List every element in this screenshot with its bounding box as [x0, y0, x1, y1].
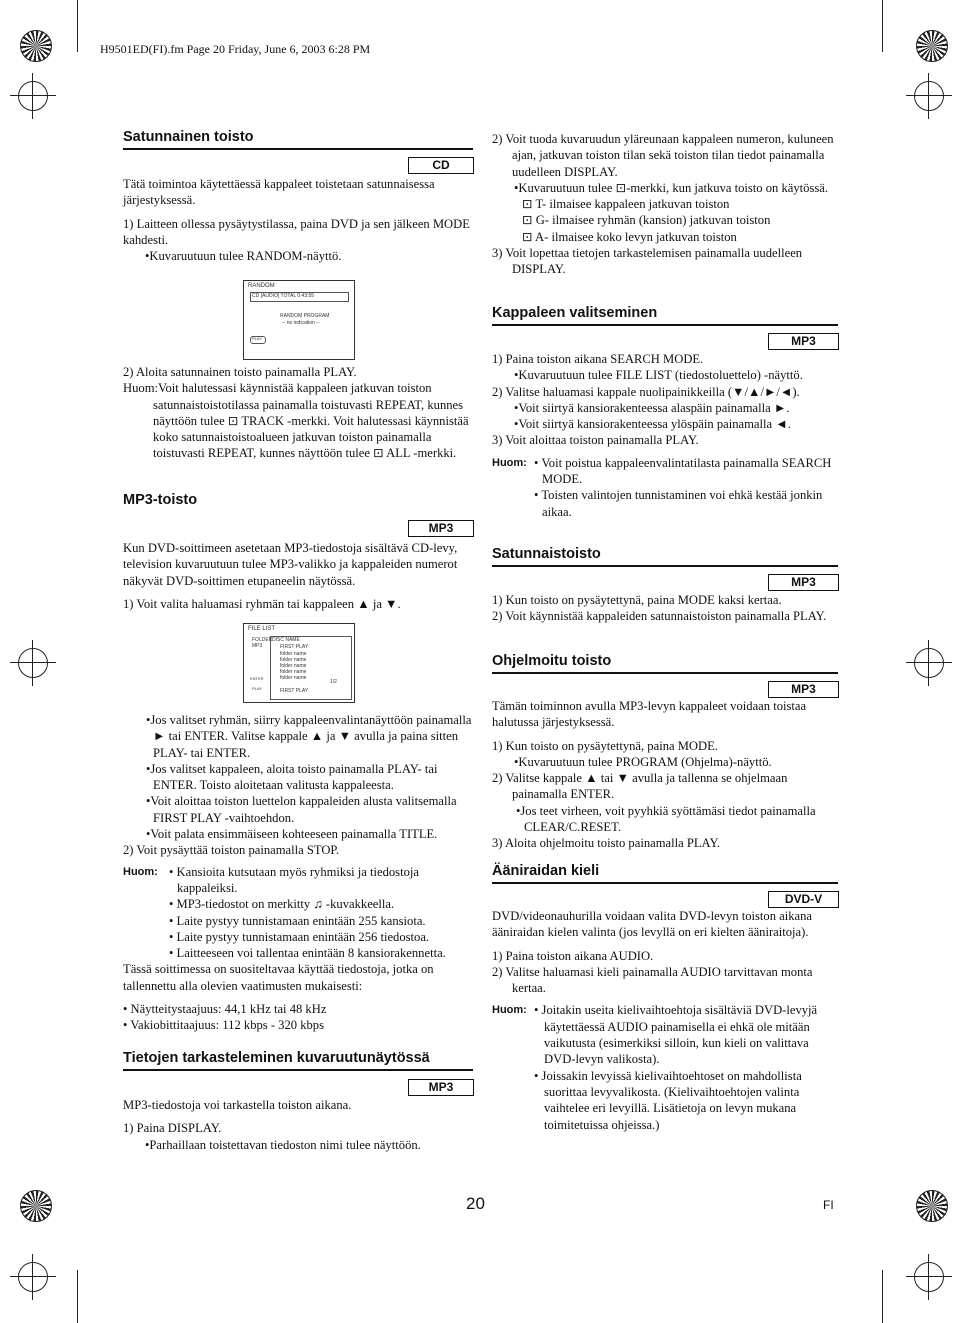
registration-mark-icon: [914, 81, 944, 111]
disc-badge: MP3: [768, 333, 839, 350]
section-rule: [492, 324, 838, 326]
paragraph: Tämän toiminnon avulla MP3-levyn kappaleet voidaan toistaa halutussa järjestyksessä.: [492, 699, 807, 730]
bullet: •Kuvaruutuun tulee ⊡-merkki, kun jatkuva toisto on käytössä.: [514, 180, 829, 195]
screen-title: RANDOM: [248, 283, 275, 289]
screen-line: -- no indication --: [282, 320, 320, 326]
screen-row: folder name: [280, 669, 307, 675]
step: 2) Voit tuoda kuvaruudun yläreunaan kappaleen numeron, kuluneen ajan, jatkuvan toiston tilan sekä toiston tilan tiedot painamalla uudelleen DISPLAY.: [492, 132, 834, 179]
step: 1) Paina DISPLAY.: [123, 1121, 222, 1136]
sec1-body2: [123, 364, 473, 462]
step: 2) Aloita satunnainen toisto painamalla PLAY.: [123, 365, 357, 379]
random-screen-illustration: [243, 280, 355, 360]
screen-row: folder name: [280, 663, 307, 669]
indicator-line: ⊡ A- ilmaisee koko levyn jatkuvan toiston: [522, 229, 737, 244]
step: 3) Aloita ohjelmoitu toisto painamalla PLAY.: [492, 836, 721, 851]
bullet: •Voit siirtyä kansiorakenteessa ylöspäin painamalla ◄.: [514, 417, 791, 432]
bullet: •Jos teet virheen, voit pyyhkiä syöttämäsi tiedot painamalla CLEAR/C.RESET.: [516, 803, 816, 835]
bullet: •Kuvaruutuun tulee PROGRAM (Ohjelma)-näyttö.: [514, 754, 772, 769]
step: 2) Valitse haluamasi kieli painamalla AUDIO tarvittavan monta kertaa.: [492, 964, 813, 996]
registration-mark-icon: [18, 648, 48, 678]
screen-row: folder name: [280, 675, 307, 681]
sec5-body: [492, 592, 838, 625]
note-item: • Laitteeseen voi tallentaa enintään 8 kansiorakennetta.: [169, 946, 446, 961]
indicator-line: ⊡ T- ilmaisee kappaleen jatkuvan toiston: [522, 197, 730, 212]
screen-row: folder name: [280, 651, 307, 657]
section-rule: [492, 565, 838, 567]
screen-bar-text: CD [AUDIO] TOTAL 0:43:55: [252, 293, 315, 299]
sec2-body: [123, 540, 473, 612]
file-list-screen-illustration: [243, 623, 355, 703]
step: 1) Paina toiston aikana AUDIO.: [492, 948, 654, 963]
registration-mark-icon: [18, 81, 48, 111]
crop-mark: [77, 1270, 78, 1323]
paragraph: DVD/videonauhurilla voidaan valita DVD-levyn toiston aikana ääniraidan kielen valinta (jos levyllä on eri kielten ääniraitoja).: [492, 909, 813, 940]
registration-mark-icon: [914, 648, 944, 678]
screen-line: RANDOM PROGRAM: [280, 313, 330, 319]
spec-item: • Vakiobittitaajuus: 112 kbps - 320 kbps: [123, 1018, 325, 1033]
section-title: Satunnainen toisto: [123, 129, 254, 145]
step: 3) Voit aloittaa toiston painamalla PLAY.: [492, 433, 699, 448]
page-number: 20: [466, 1194, 485, 1213]
screen-first: FIRST PLAY: [280, 644, 309, 650]
bullet: •Voit siirtyä kansiorakenteessa alaspäin painamalla ►.: [514, 400, 790, 415]
note-item: • Laite pystyy tunnistamaan enintään 256 tiedostoa.: [169, 929, 430, 944]
section-rule: [123, 148, 473, 150]
note-label: Huom:: [123, 865, 158, 878]
crop-mark: [882, 1270, 883, 1323]
disc-badge: CD: [408, 157, 474, 174]
section-rule: [492, 672, 838, 674]
bullet: •Voit palata ensimmäiseen kohteeseen painamalla TITLE.: [146, 827, 438, 842]
bullet: •Jos valitset ryhmän, siirry kappaleenvalintanäyttöön painamalla ► tai ENTER. Valitse kappale ▲ ja ▼ avulla ja paina sitten PLAY- tai ENTER.: [146, 713, 472, 760]
paragraph: MP3-tiedostoja voi tarkastella toiston aikana.: [123, 1098, 352, 1112]
bullet: •Kuvaruutuun tulee RANDOM-näyttö.: [145, 249, 342, 264]
step: 2) Valitse haluamasi kappale nuolipainikkeilla (▼/▲/►/◄).: [492, 384, 800, 399]
disc-badge: DVD-V: [768, 891, 839, 908]
starburst-mark-icon: [20, 30, 52, 62]
sec4-body: [492, 351, 838, 520]
step: 2) Voit käynnistää kappaleiden satunnaistoiston painamalla PLAY.: [492, 609, 827, 624]
disc-badge: MP3: [408, 1079, 474, 1096]
paragraph: Tätä toimintoa käytettäessä kappaleet toistetaan satunnaisessa järjestyksessä.: [123, 177, 435, 208]
step: 3) Voit lopettaa tietojen tarkastelemisen painamalla uudelleen DISPLAY.: [492, 246, 803, 277]
step: 1) Kun toisto on pysäytettynä, paina MODE kaksi kertaa.: [492, 593, 782, 607]
section-title: Ääniraidan kieli: [492, 863, 600, 879]
sec3-body: [123, 1097, 473, 1153]
section-title: Satunnaistoisto: [492, 546, 601, 562]
sec7-body: [492, 908, 838, 1133]
disc-badge: MP3: [768, 681, 839, 698]
screen-disc: DISC NAME: [272, 637, 300, 643]
step: 2) Voit pysäyttää toiston painamalla STOP.: [123, 843, 340, 858]
section-rule: [492, 882, 838, 884]
starburst-mark-icon: [916, 1190, 948, 1222]
indicator-line: ⊡ G- ilmaisee ryhmän (kansion) jatkuvan toiston: [522, 213, 771, 228]
sec2-body2: [123, 712, 473, 1034]
sec6-body: [492, 698, 838, 852]
step: 1) Laitteen ollessa pysäytystilassa, paina DVD ja sen jälkeen MODE kahdesti.: [123, 216, 470, 247]
section-title: MP3-toisto: [123, 492, 198, 508]
bullet: •Jos valitset kappaleen, aloita toisto painamalla PLAY- tai ENTER. Toisto aloitetaan valitusta kappaleesta.: [146, 761, 438, 793]
step: 1) Paina toiston aikana SEARCH MODE.: [492, 352, 704, 366]
section-title: Kappaleen valitseminen: [492, 305, 658, 321]
crop-mark: [77, 0, 78, 52]
sec1-body: [123, 176, 473, 264]
screen-row: folder name: [280, 657, 307, 663]
step: 1) Voit valita haluamasi ryhmän tai kappaleen ▲ ja ▼.: [123, 596, 401, 611]
bullet: •Parhaillaan toistettavan tiedoston nimi tulee näyttöön.: [145, 1137, 421, 1152]
screen-first2: FIRST PLAY: [280, 688, 309, 694]
screen-btn-text: PLAY: [252, 336, 262, 341]
note-item: • Laite pystyy tunnistamaan enintään 255 kansiota.: [169, 913, 426, 928]
note: Huom:Voit halutessasi käynnistää kappaleen jatkuvan toiston satunnaistoistotilassa painamalla toistuvasti REPEAT, kunnes näyttöön tulee ⊡ TRACK -merkki. Voit halutessasi käynnistää koko satunnaistoistoalueen jatkuvan toiston painamalla toistuvasti REPEAT, kunnes näyttöön tulee ⊡ ALL -merkki.: [123, 381, 469, 461]
screen-enter: ENTER: [250, 676, 264, 681]
step: 1) Kun toisto on pysäytettynä, paina MODE.: [492, 738, 718, 753]
note-item: • Joissakin levyissä kielivaihtoehtoset on mahdollista suorittaa levyvalikosta. (Kielivaihtoehtojen valinta vaihtelee eri levyillä. Lisätietoja on levyn mukana toimitetuissa ohjeissa.): [534, 1068, 802, 1132]
note-item: • MP3-tiedostot on merkitty ♫ -kuvakkeella.: [169, 897, 395, 912]
disc-badge: MP3: [768, 574, 839, 591]
note-item: • Kansioita kutsutaan myös ryhmiksi ja tiedostoja kappaleiksi.: [169, 864, 419, 895]
registration-mark-icon: [18, 1262, 48, 1292]
paragraph: Tässä soittimessa on suositeltavaa käyttää tiedostoja, jotka on tallennettu alla olevien vaatimusten mukaisesti:: [123, 962, 434, 993]
starburst-mark-icon: [916, 30, 948, 62]
paragraph: Kun DVD-soittimeen asetetaan MP3-tiedostoja sisältävä CD-levy, television kuvaruutuun tulee MP3-valikko ja kappaleiden numerot näkyvät DVD-soittimen etupaneelin näytössä.: [123, 541, 458, 588]
section-title: Tietojen tarkasteleminen kuvaruutunäytössä: [123, 1050, 430, 1066]
note-item: • Joitakin useita kielivaihtoehtoja sisältäviä DVD-levyjä käytettäessä AUDIO painamisella ei ehkä ole mitään vaikutusta (esimerkiksi silloin, kun kieli on valittava DVD-levyn valikosta).: [534, 1003, 818, 1067]
section-rule: [123, 1069, 473, 1071]
note-item: • Voit poistua kappaleenvalintatilasta painamalla SEARCH MODE.: [534, 455, 832, 487]
file-header: H9501ED(FI).fm Page 20 Friday, June 6, 2003 6:28 PM: [100, 42, 371, 56]
section-title: Ohjelmoitu toisto: [492, 653, 612, 669]
screen-mp3: MP3: [252, 643, 263, 649]
bullet: •Kuvaruutuun tulee FILE LIST (tiedostoluettelo) -näyttö.: [514, 368, 803, 383]
screen-title: FILE LIST: [248, 626, 276, 632]
note-label: Huom:: [492, 1004, 527, 1017]
disc-badge: MP3: [408, 520, 474, 537]
screen-play: PLAY: [252, 686, 262, 691]
screen-folder: FOLDER: [252, 637, 273, 643]
note-item: • Toisten valintojen tunnistaminen voi ehkä kestää jonkin aikaa.: [534, 488, 823, 519]
display-info-body: [492, 131, 837, 278]
spec-item: • Näytteitystaajuus: 44,1 kHz tai 48 kHz: [123, 1002, 327, 1017]
crop-mark: [882, 0, 883, 52]
registration-mark-icon: [914, 1262, 944, 1292]
starburst-mark-icon: [20, 1190, 52, 1222]
note-label: Huom:: [492, 456, 527, 469]
step: 2) Valitse kappale ▲ tai ▼ avulla ja tallenna se ohjelmaan painamalla ENTER.: [492, 771, 788, 802]
language-tag: FI: [823, 1198, 834, 1212]
bullet: •Voit aloittaa toiston luettelon kappaleiden alusta valitsemalla FIRST PLAY -vaihtoehdon.: [146, 794, 457, 825]
screen-page: 1/2: [330, 679, 337, 685]
